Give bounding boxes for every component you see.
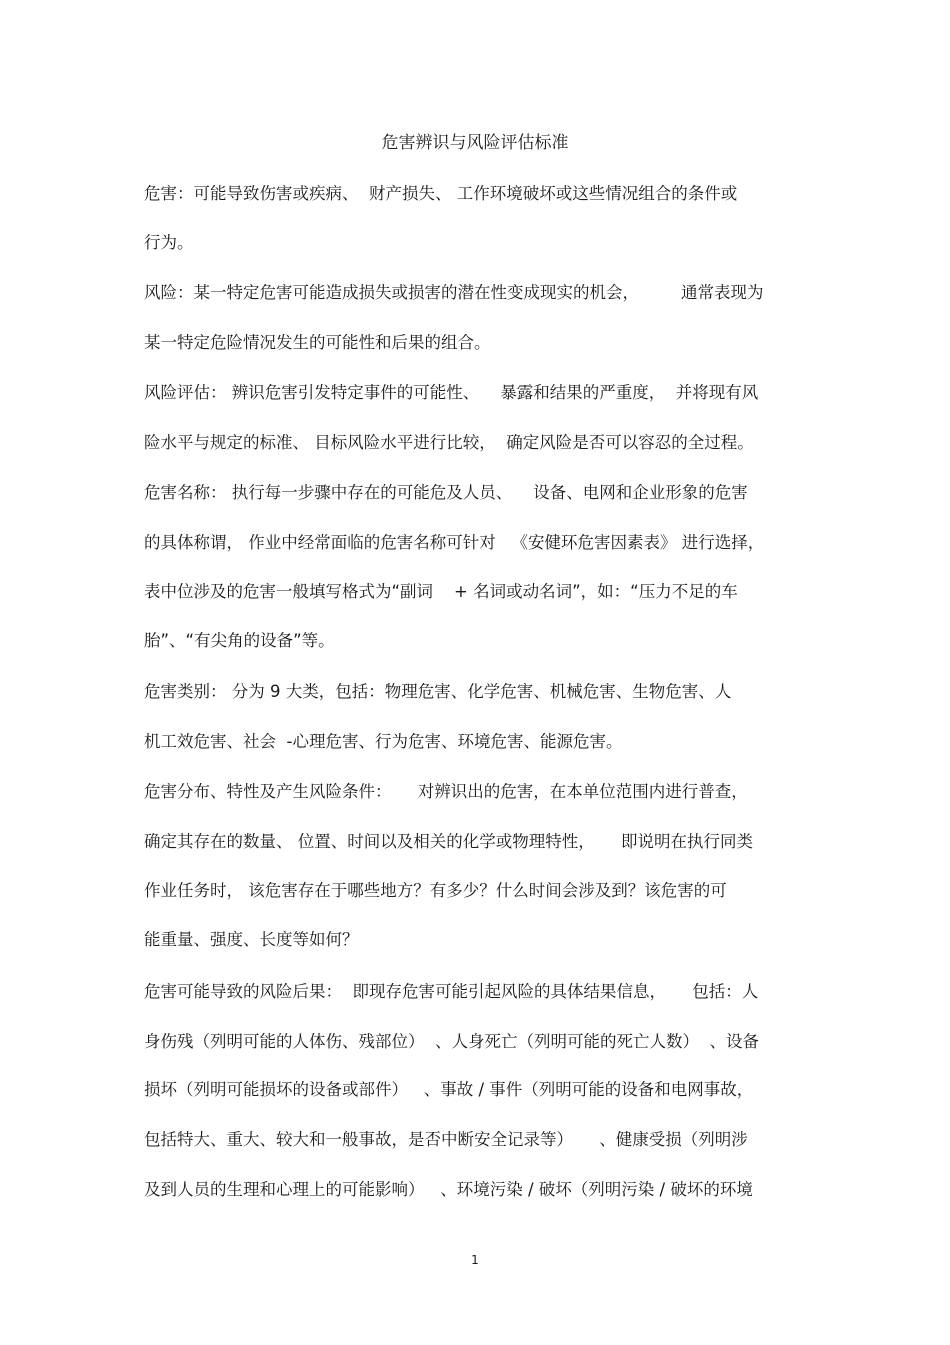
text-line: 及到人员的生理和心理上的可能影响） 、环境污染 / 破坏（列明污染 / 破坏的环境 [144,1180,753,1199]
text-line: 险水平与规定的标准、 目标风险水平进行比较， 确定风险是否可以容忍的全过程。 [144,433,754,452]
text-line: 表中位涉及的危害一般填写格式为“副词 + 名词或动名词”，如：“压力不足的车 [144,582,738,601]
text-line: 危害名称： 执行每一步骤中存在的可能危及人员、 设备、电网和企业形象的危害 [144,483,748,502]
text-line: 的具体称谓， 作业中经常面临的危害名称可针对 《安健环危害因素表》 进行选择， [144,533,765,552]
text-line: 某一特定危险情况发生的可能性和后果的组合。 [144,333,491,352]
text-line: 危害类别： 分为 9 大类，包括：物理危害、化学危害、机械危害、生物危害、人 [144,682,732,701]
text-line: 作业任务时， 该危害存在于哪些地方？有多少？什么时间会涉及到？该危害的可 [144,881,727,900]
text-line: 确定其存在的数量、 位置、时间以及相关的化学或物理特性， 即说明在执行同类 [144,832,753,851]
text-line: 损坏（列明可能损坏的设备或部件） 、事故 / 事件（列明可能的设备和电网事故， [144,1080,754,1099]
text-line: 风险：某一特定危害可能造成损失或损害的潜在性变成现实的机会， 通常表现为 [144,283,764,302]
text-line: 能重量、强度、长度等如何？ [144,930,359,949]
text-line: 身伤残（列明可能的人体伤、残部位） 、人身死亡（列明可能的死亡人数） 、设备 [144,1032,759,1051]
document-title: 危害辨识与风险评估标准 [381,133,569,153]
text-line: 机工效危害、社会 -心理危害、行为危害、环境危害、能源危害。 [144,732,623,751]
page-number: 1 [471,1253,479,1267]
text-line: 危害：可能导致伤害或疾病、 财产损失、 工作环境破坏或这些情况组合的条件或 [144,184,738,203]
text-line: 胎”、“有尖角的设备”等。 [144,631,335,650]
text-line: 危害分布、特性及产生风险条件： 对辨识出的危害，在本单位范围内进行普查， [144,782,748,801]
text-line: 行为。 [144,233,194,252]
text-line: 包括特大、重大、较大和一般事故，是否中断安全记录等） 、健康受损（列明涉 [144,1130,748,1149]
text-line: 危害可能导致的风险后果： 即现存危害可能引起风险的具体结果信息， 包括：人 [144,982,759,1001]
text-line: 风险评估： 辨识危害引发特定事件的可能性、 暴露和结果的严重度， 并将现有风 [144,383,759,402]
